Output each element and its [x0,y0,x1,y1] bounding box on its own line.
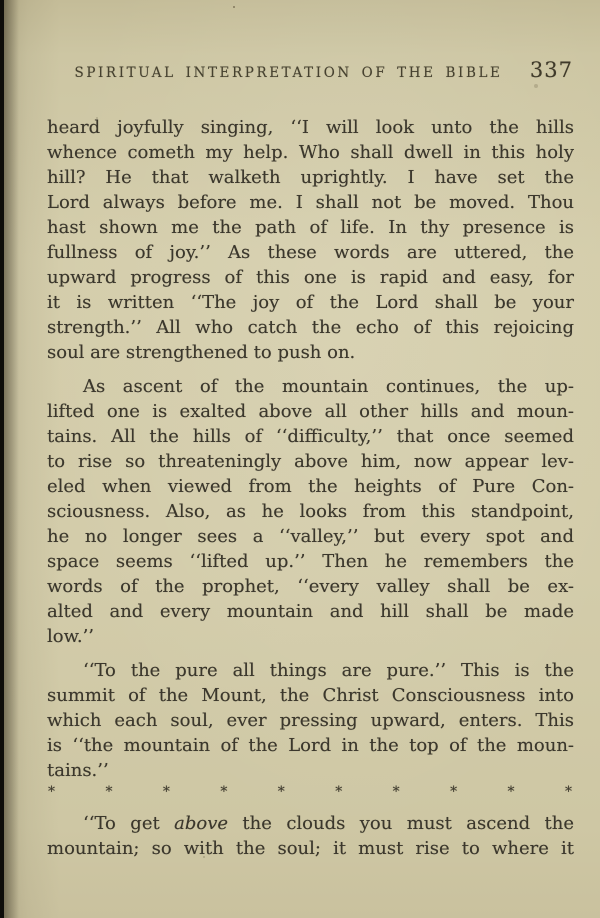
page-body [47,115,574,861]
asterisk-icon: * [220,784,228,800]
text-line: ‘‘To get above the clouds you must ascend the [83,813,574,834]
text-line: space seems ‘‘lifted up.’’ Then he remembers the [47,551,574,572]
paragraph [47,811,574,861]
page-content [47,58,574,861]
text-line: upward progress of this one is rapid and easy, for [47,267,574,288]
text-line: fullness of joy.’’ As these words are uttered, the [47,242,574,263]
asterisk-icon: * [507,784,515,800]
running-head-title: SPIRITUAL INTERPRETATION OF THE BIBLE [74,65,503,81]
paragraph [47,658,574,783]
text-line: lifted one is exalted above all other hills and moun- [47,401,574,422]
text-line: alted and every mountain and hill shall be made [47,601,574,622]
text-line: which each soul, ever pressing upward, enters. This [47,710,574,731]
text-line: mountain; so with the soul; it must rise to where it [47,838,574,859]
asterisk-icon: * [277,784,285,800]
asterisk-separator [47,781,574,803]
text-line: soul are strengthened to push on. [47,342,356,363]
text-line: is ‘‘the mountain of the Lord in the top of the moun- [47,735,574,756]
text-line: to rise so threateningly above him, now appear lev- [47,451,574,472]
text-line: whence cometh my help. Who shall dwell in this holy [47,142,574,163]
text-line: Lord always before me. I shall not be moved. Thou [47,192,574,213]
text-line: words of the prophet, ‘‘every valley shall be ex- [47,576,574,597]
asterisk-icon: * [450,784,458,800]
text-line: hill? He that walketh uprightly. I have set the [47,167,574,188]
text-line: summit of the Mount, the Christ Consciousness into [47,685,574,706]
paragraph [47,374,574,649]
asterisk-icon: * [564,784,572,800]
asterisk-icon: * [392,784,400,800]
text-line: hast shown me the path of life. In thy presence is [47,217,574,238]
running-head [47,58,574,84]
text-line: tains.’’ [47,760,109,781]
asterisk-icon: * [48,784,55,800]
paragraph [47,115,574,365]
asterisk-icon: * [335,784,343,800]
text-line: tains. All the hills of ‘‘difficulty,’’ that once seemed [47,426,574,447]
text-line: As ascent of the mountain continues, the up- [83,376,574,397]
text-line: low.’’ [47,626,95,647]
page-number: 337 [529,58,573,82]
text-line: ‘‘To the pure all things are pure.’’ This is the [83,660,574,681]
text-line: strength.’’ All who catch the echo of this rejoicing [47,317,574,338]
text-line: it is written ‘‘The joy of the Lord shall be your [47,292,574,313]
asterisk-icon: * [162,784,170,800]
asterisk-icon: * [105,784,113,800]
paper-speck [233,6,235,8]
text-line: he no longer sees a ‘‘valley,’’ but every spot and [47,526,574,547]
text-line: heard joyfully singing, ‘‘I will look unto the hills [47,117,574,138]
text-line: sciousness. Also, as he looks from this standpoint, [47,501,574,522]
binding-shadow [4,0,19,918]
text-line: eled when viewed from the heights of Pure Con- [47,476,574,497]
